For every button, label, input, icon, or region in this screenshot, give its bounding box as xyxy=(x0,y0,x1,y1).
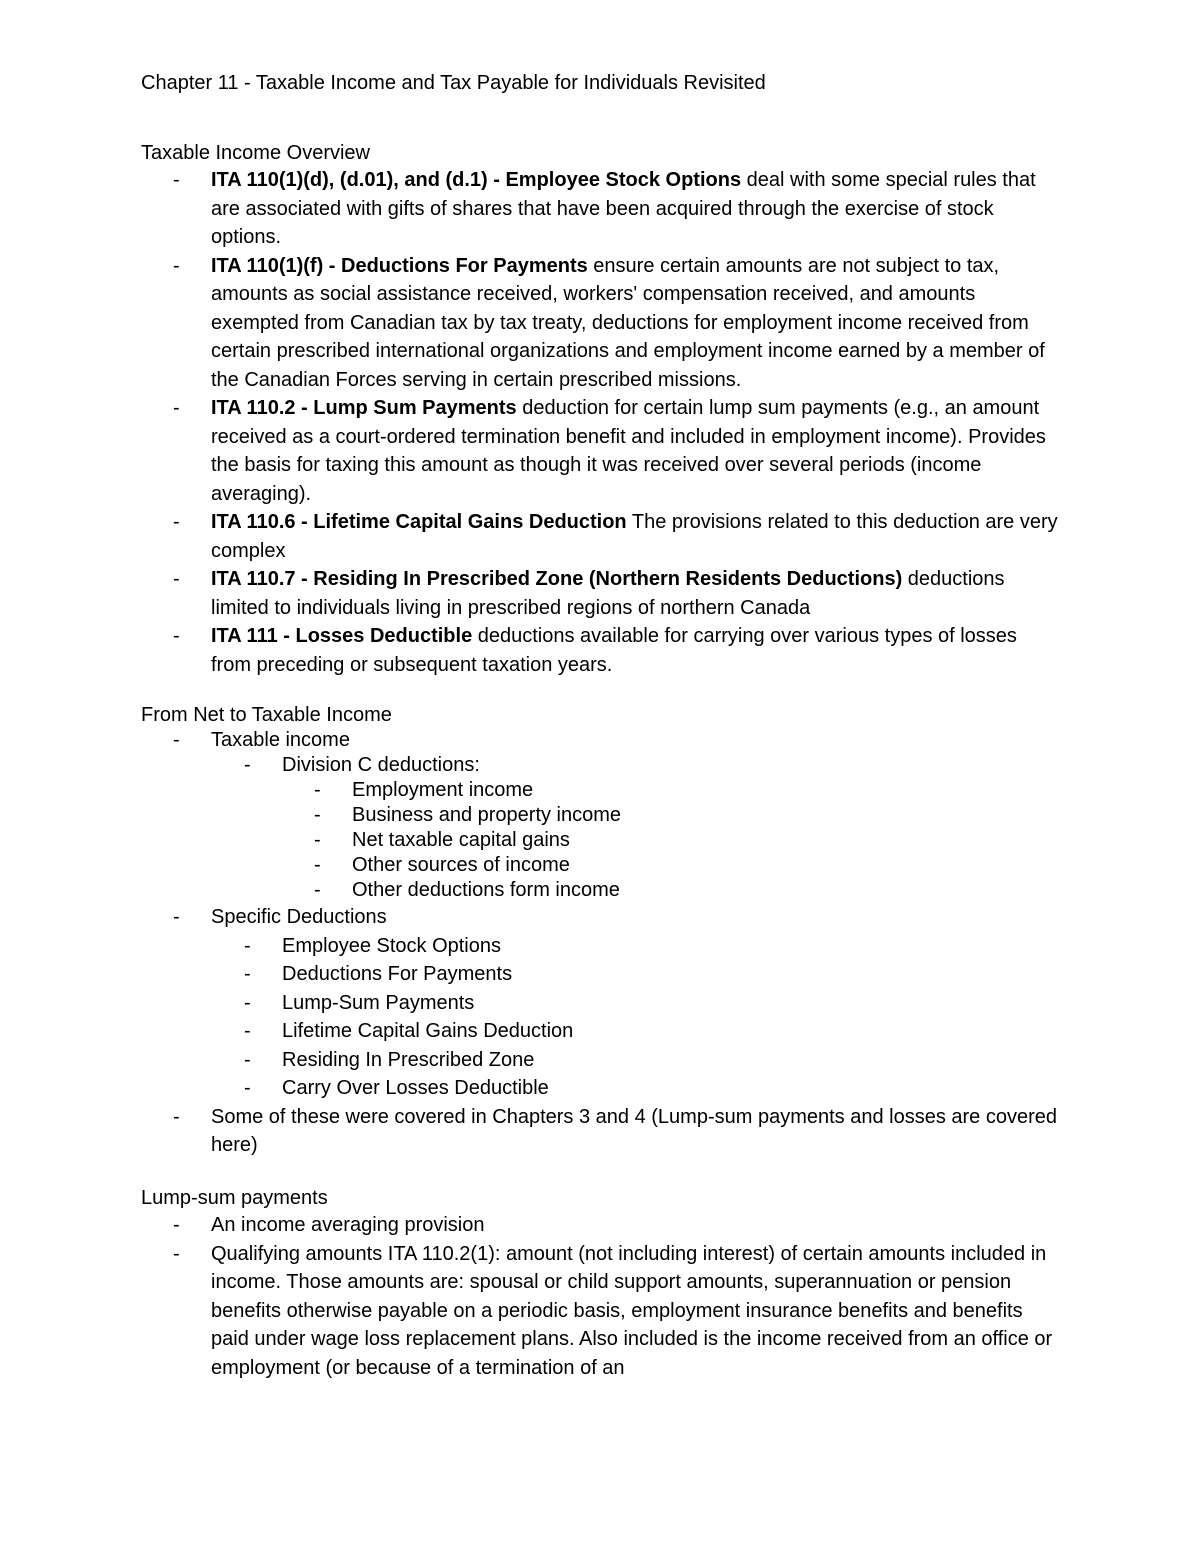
item-text: Deductions For Payments xyxy=(282,963,513,985)
list-item xyxy=(173,565,1061,622)
item-text: Specific Deductions xyxy=(211,906,387,928)
item-text: Other deductions form income xyxy=(352,879,620,901)
list-item xyxy=(244,960,1061,989)
list-item-division-c xyxy=(244,753,1061,903)
bullet: - xyxy=(314,829,321,851)
item-text: Lifetime Capital Gains Deduction xyxy=(282,1020,574,1042)
bullet: - xyxy=(173,729,180,751)
section-lump-sum-payments xyxy=(141,1185,1061,1382)
item-bold-label: ITA 110(1)(d), (d.01), and (d.1) - Employee Stock Options xyxy=(211,169,742,191)
list-item xyxy=(173,1211,1061,1240)
list-item xyxy=(244,989,1061,1018)
division-c-sublist xyxy=(282,778,1061,903)
bullet: - xyxy=(173,254,180,277)
item-text: Some of these were covered in Chapters 3 and 4 (Lump-sum payments and losses are covered here) xyxy=(211,1105,1057,1156)
item-text: Other sources of income xyxy=(352,854,570,876)
item-bold-label: ITA 110(1)(f) - Deductions For Payments xyxy=(211,254,588,277)
bullet: - xyxy=(314,779,321,801)
bullet: - xyxy=(244,1048,251,1071)
item-bold-label: ITA 110.7 - Residing In Prescribed Zone (Northern Residents Deductions) xyxy=(211,568,903,590)
bullet: - xyxy=(244,1020,251,1042)
item-text: Net taxable capital gains xyxy=(352,829,570,851)
list-item xyxy=(173,394,1061,508)
bullet: - xyxy=(173,906,180,928)
list-item-covered-note xyxy=(173,1103,1061,1160)
item-text: Employee Stock Options xyxy=(282,934,501,957)
specific-deductions-sublist xyxy=(211,932,1061,1103)
item-bold-label: ITA 110.2 - Lump Sum Payments xyxy=(211,397,517,419)
bullet: - xyxy=(173,625,180,647)
bullet: - xyxy=(244,1077,251,1099)
list-item xyxy=(244,1074,1061,1103)
list-item xyxy=(314,878,1061,903)
page-title: Chapter 11 - Taxable Income and Tax Payable for Individuals Revisited xyxy=(141,72,766,94)
item-bold-label: ITA 111 - Losses Deductible xyxy=(211,625,473,647)
bullet: - xyxy=(173,169,180,191)
bullet: - xyxy=(314,804,321,826)
section-heading: From Net to Taxable Income xyxy=(141,704,392,726)
item-text: deal with some special rules that are associated with gifts of shares that have been acquired through the exercise of stock options. xyxy=(211,169,1036,248)
bullet: - xyxy=(314,854,321,876)
list-item xyxy=(314,778,1061,803)
list-item xyxy=(314,828,1061,853)
item-text: Residing In Prescribed Zone xyxy=(282,1048,535,1071)
item-text: Lump-Sum Payments xyxy=(282,991,475,1014)
item-text: The provisions related to this deduction are very complex xyxy=(211,511,1058,562)
overview-list xyxy=(141,166,1061,679)
list-item xyxy=(244,932,1061,961)
bullet: - xyxy=(314,879,321,901)
list-item xyxy=(173,252,1061,395)
bullet: - xyxy=(244,754,251,776)
bullet: - xyxy=(173,1214,180,1236)
list-item xyxy=(173,1240,1061,1383)
item-text: Employment income xyxy=(352,779,534,801)
bullet: - xyxy=(244,963,251,985)
section-taxable-income-overview xyxy=(141,140,1061,679)
item-text: Qualifying amounts ITA 110.2(1): amount (not including interest) of certain amounts included in income. Those amounts are: spousal or child support amounts, superannuation or pension benefits otherwise payable on a periodic basis, employment insurance benefits and benefits paid under wage loss replacement plans. Also included is the income received from an office or employment (or because of a termination of an xyxy=(211,1242,1053,1379)
list-item xyxy=(173,508,1061,565)
item-text: ensure certain amounts are not subject to tax, amounts as social assistance received, workers' compensation received, and amounts exempted from Canadian tax by tax treaty, deductions for employment income received from certain prescribed international organizations and employment income earned by a member of the Canadian Forces serving in certain prescribed missions. xyxy=(211,254,1045,391)
item-text: deduction for certain lump sum payments (e.g., an amount received as a court-ordered termination benefit and included in employment income). Provides the basis for taxing this amount as though it was received over several periods (income averaging). xyxy=(211,397,1046,505)
section-net-to-taxable xyxy=(141,702,1061,1160)
bullet: - xyxy=(173,568,180,590)
net-to-taxable-list xyxy=(141,728,1061,903)
bullet: - xyxy=(244,934,251,957)
item-text: Carry Over Losses Deductible xyxy=(282,1077,549,1099)
lump-sum-list xyxy=(141,1211,1061,1382)
item-text: Taxable income xyxy=(211,729,350,751)
list-item-specific-deductions xyxy=(173,903,1061,1103)
list-item xyxy=(314,853,1061,878)
section-heading: Taxable Income Overview xyxy=(141,142,370,164)
section-heading: Lump-sum payments xyxy=(141,1187,328,1209)
bullet: - xyxy=(244,991,251,1014)
bullet: - xyxy=(173,1242,180,1265)
list-item-taxable-income xyxy=(173,728,1061,903)
list-item xyxy=(314,803,1061,828)
item-text: Business and property income xyxy=(352,804,622,826)
bullet: - xyxy=(173,511,180,533)
bullet: - xyxy=(173,1105,180,1128)
specific-deductions-list xyxy=(141,903,1061,1160)
item-text: Division C deductions: xyxy=(282,754,480,776)
item-text: An income averaging provision xyxy=(211,1214,485,1236)
list-item xyxy=(244,1046,1061,1075)
list-item xyxy=(244,1017,1061,1046)
taxable-income-sublist xyxy=(211,753,1061,903)
item-bold-label: ITA 110.6 - Lifetime Capital Gains Deduction xyxy=(211,511,627,533)
bullet: - xyxy=(173,397,180,419)
item-text: deductions available for carrying over various types of losses from preceding or subsequent taxation years. xyxy=(211,625,1017,676)
list-item xyxy=(173,166,1061,252)
list-item xyxy=(173,622,1061,679)
item-text: deductions limited to individuals living in prescribed regions of northern Canada xyxy=(211,568,1005,619)
